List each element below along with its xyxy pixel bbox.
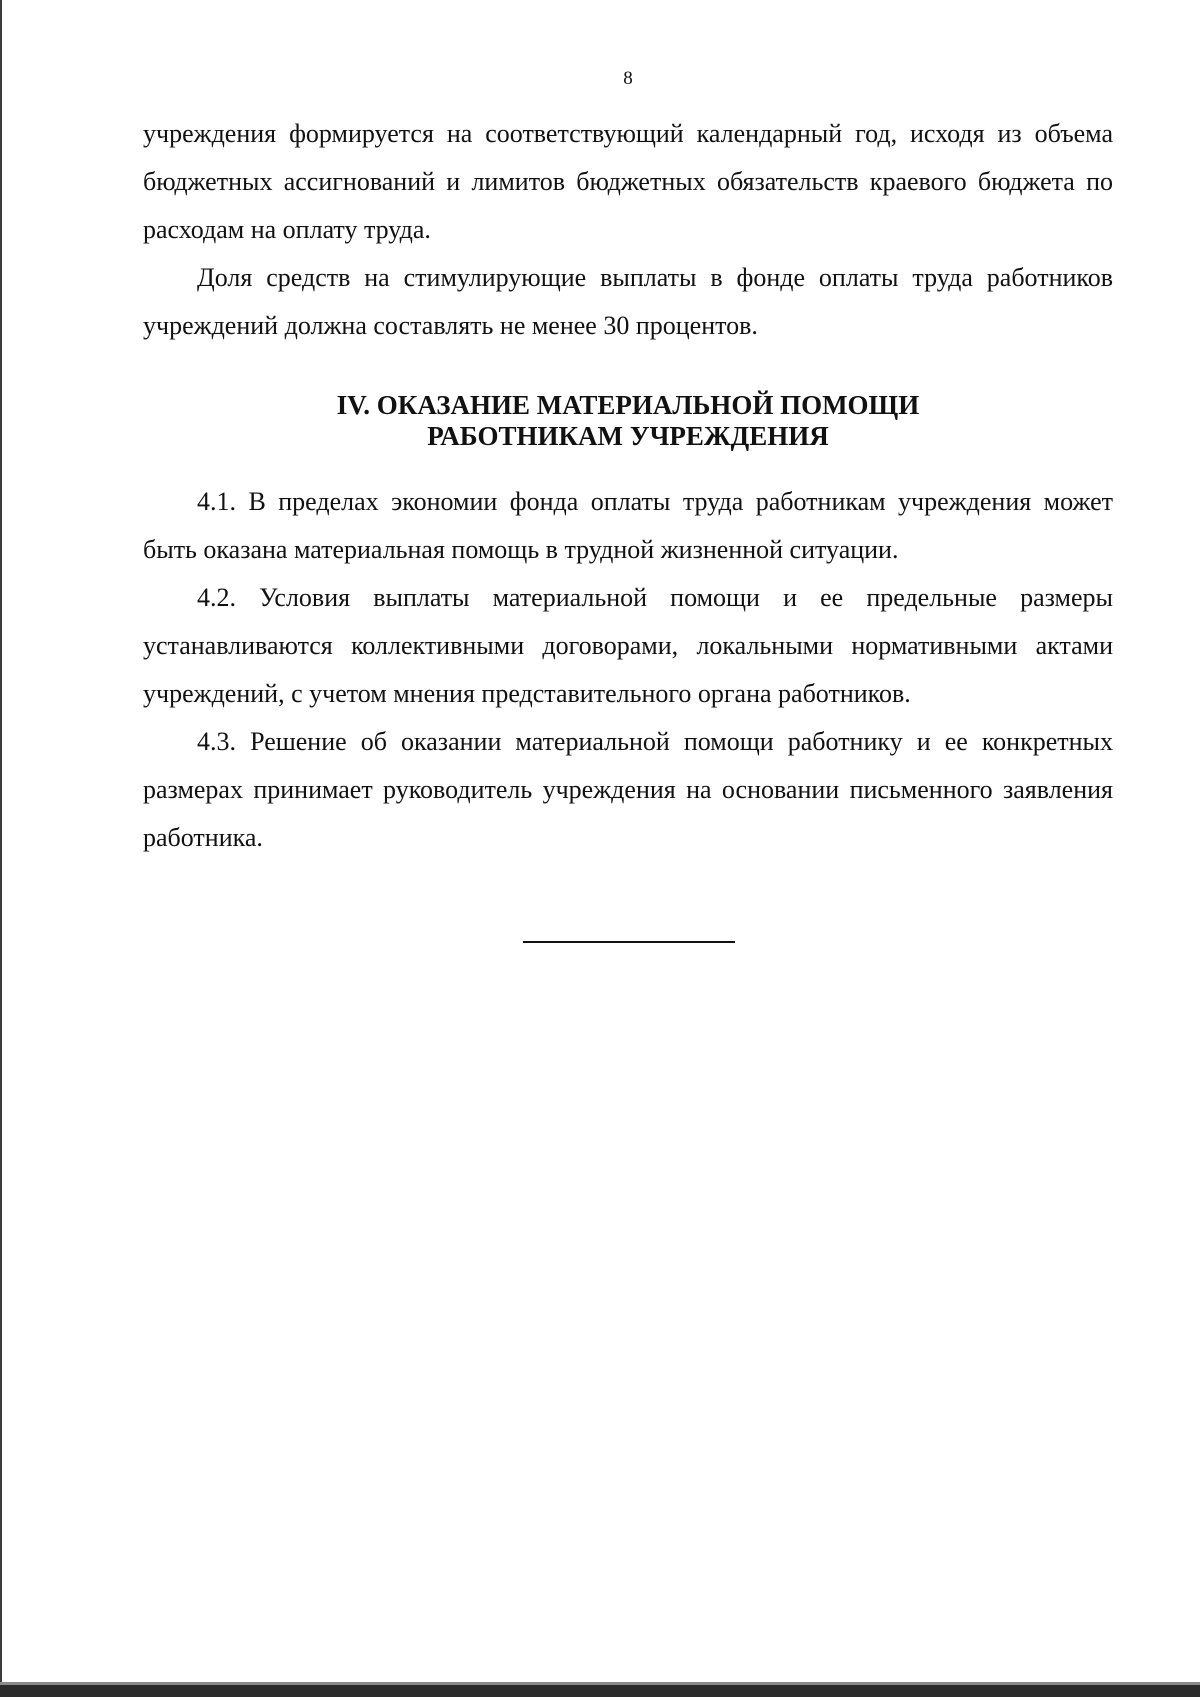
section-heading — [143, 390, 1113, 452]
page-number: 8 — [623, 68, 633, 89]
paragraph-4-1: 4.1. В пределах экономии фонда оплаты труда работникам учреждения может быть оказана материальная помощь в трудной жизненной ситуации. — [143, 487, 1113, 564]
document-body — [143, 110, 1113, 862]
scan-left-edge — [0, 0, 2, 1697]
paragraph-4-3: 4.3. Решение об оказании материальной помощи работнику и ее конкретных размерах принимает руководитель учреждения на основании письменного заявления работника. — [143, 727, 1113, 852]
paragraph-4-2: 4.2. Условия выплаты материальной помощи и ее предельные размеры устанавливаются коллективными договорами, локальными нормативными актами учреждений, с учетом мнения представительного органа работников. — [143, 583, 1113, 708]
section-heading-line-1: IV. ОКАЗАНИЕ МАТЕРИАЛЬНОЙ ПОМОЩИ — [336, 390, 920, 420]
section-heading-line-2: РАБОТНИКАМ УЧРЕЖДЕНИЯ — [427, 421, 829, 451]
scan-bottom-edge — [0, 1685, 1200, 1697]
paragraph-incentive-share: Доля средств на стимулирующие выплаты в фонде оплаты труда работников учреждений должна составлять не менее 30 процентов. — [143, 263, 1113, 340]
paragraph-continuation: учреждения формируется на соответствующий календарный год, исходя из объема бюджетных ассигнований и лимитов бюджетных обязательств краевого бюджета по расходам на оплату труда. — [143, 119, 1113, 244]
end-of-document-rule — [523, 941, 735, 943]
